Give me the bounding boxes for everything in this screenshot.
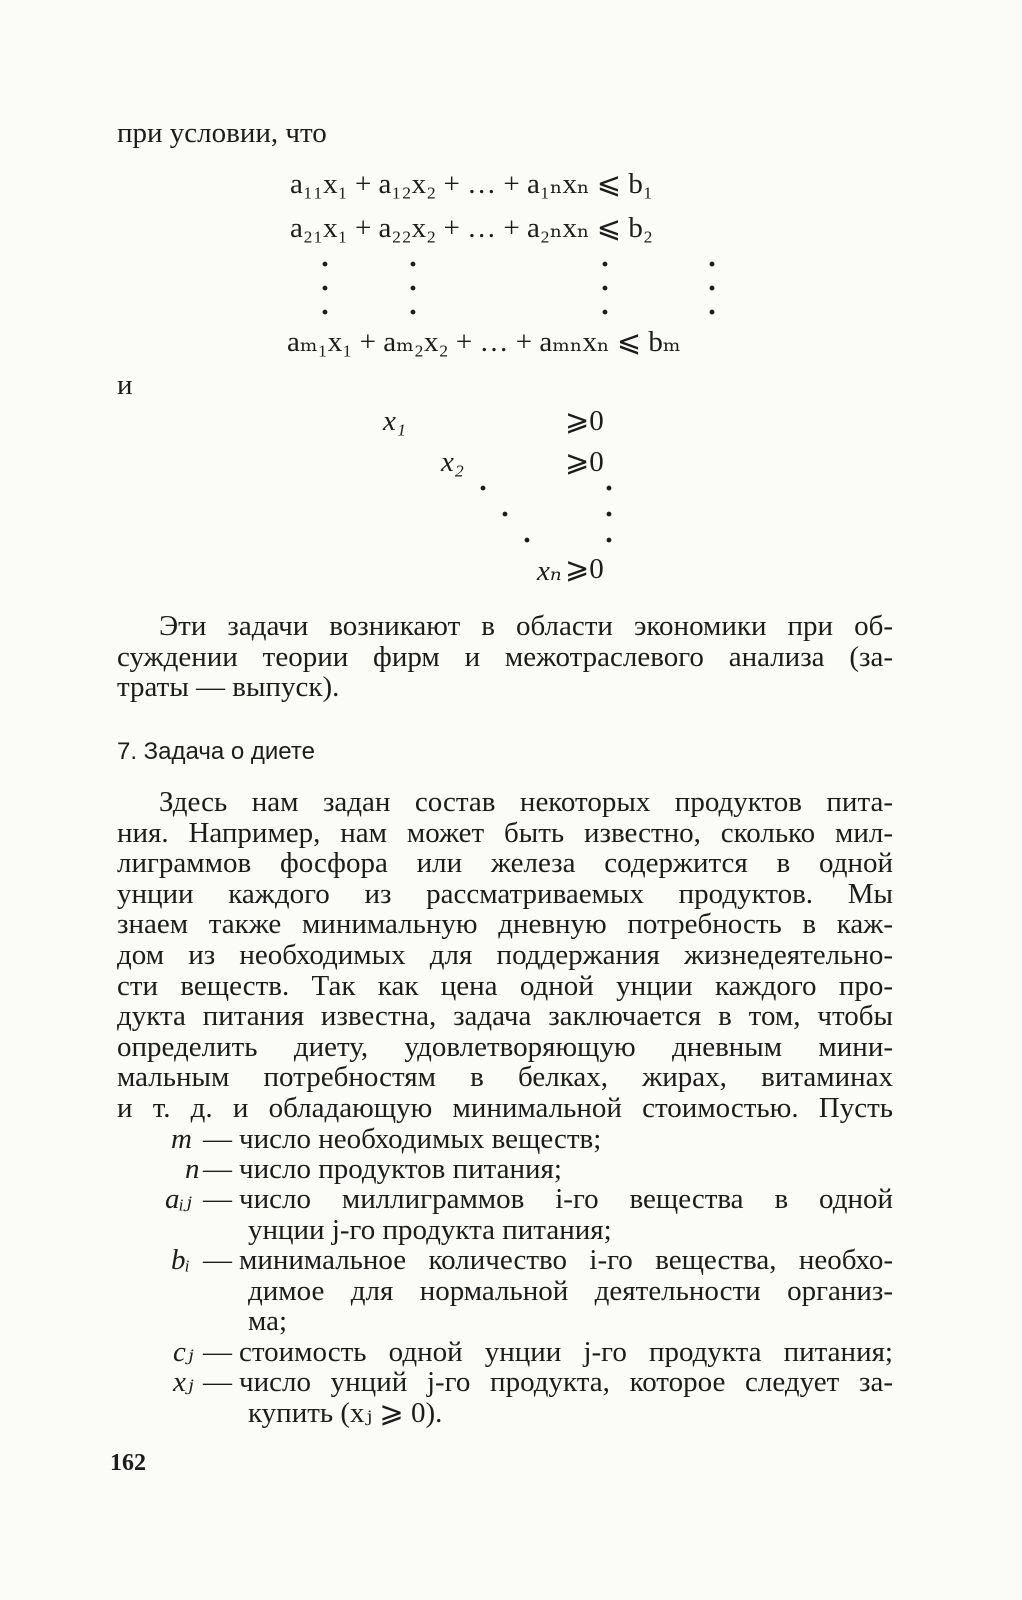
definition-cj xyxy=(117,1337,893,1367)
vertical-dots: · xyxy=(707,296,718,329)
vertical-dots: · xyxy=(408,248,419,281)
definition-text: купить (xⱼ ⩾ 0). xyxy=(248,1396,443,1429)
definition-dash: — xyxy=(203,1244,232,1276)
definition-dash: — xyxy=(203,1336,232,1368)
diagonal-dots: · xyxy=(500,498,511,531)
definition-symbol: bᵢ xyxy=(171,1244,191,1276)
text-line: ния. Например, нам может быть известно, сколько мил- xyxy=(117,816,893,849)
definition-dash: — xyxy=(203,1183,232,1215)
text-line: дом из необходимых для поддержания жизнедеятельно- xyxy=(117,938,893,971)
definition-text: ма; xyxy=(248,1305,288,1337)
constraint-row-1: a₁₁x₁ + a₁₂x₂ + … + a₁ₙxₙ ⩽ b₁ xyxy=(290,168,653,200)
var-x1: x₁ xyxy=(383,405,406,437)
definition-text: число миллиграммов i-го вещества в одной xyxy=(239,1183,893,1215)
text-line: знаем также минимальную дневную потребность в каж- xyxy=(117,908,893,941)
paragraph-diet xyxy=(117,787,893,1124)
text-line: мальным потребностям в белках, жирах, витаминах xyxy=(117,1061,893,1094)
text-line: Здесь нам задан состав некоторых продуктов пита- xyxy=(159,786,893,818)
vertical-dots: · xyxy=(604,498,615,531)
paragraph-economics xyxy=(117,611,893,703)
text-line: траты — выпуск). xyxy=(117,671,340,704)
definition-symbol: n xyxy=(185,1153,200,1185)
definition-text: число унций j-го продукта, которое следует за- xyxy=(239,1366,893,1398)
text-line: Эти задачи возникают в области экономики при об- xyxy=(159,610,893,642)
definition-bi xyxy=(117,1245,893,1337)
vertical-dots: · xyxy=(707,272,718,305)
var-xn: xₙ xyxy=(537,555,562,587)
definition-symbol: m xyxy=(171,1123,192,1155)
constraint-row-2: a₂₁x₁ + a₂₂x₂ + … + a₂ₙxₙ ⩽ b₂ xyxy=(290,212,653,244)
relation-xn: ⩾0 xyxy=(565,553,604,585)
vertical-dots: · xyxy=(707,248,718,281)
vertical-dots: · xyxy=(600,272,611,305)
definition-dash: — xyxy=(203,1366,232,1398)
vertical-dots: · xyxy=(320,248,331,281)
text-line: лиграммов фосфора или железа содержится в одной xyxy=(117,847,893,880)
text-line: унции каждого из рассматриваемых продуктов. Мы xyxy=(117,877,893,910)
diagonal-dots: · xyxy=(522,524,533,557)
definition-aij xyxy=(117,1184,893,1245)
definition-dash: — xyxy=(203,1123,232,1155)
definition-dash: — xyxy=(203,1153,232,1185)
definition-xj xyxy=(117,1367,893,1428)
vertical-dots: · xyxy=(600,248,611,281)
vertical-dots: · xyxy=(408,296,419,329)
vertical-dots: · xyxy=(600,296,611,329)
vertical-dots: · xyxy=(320,296,331,329)
text-line: суждении теории фирм и межотраслевого анализа (за- xyxy=(117,640,893,673)
definition-text: димое для нормальной деятельности организ- xyxy=(248,1274,893,1307)
definition-text: число продуктов питания; xyxy=(239,1153,562,1185)
intro-text: при условии, что xyxy=(117,117,327,149)
definition-symbol: aᵢⱼ xyxy=(165,1183,192,1215)
definition-n xyxy=(117,1154,893,1184)
definition-text: число необходимых веществ; xyxy=(239,1123,602,1155)
vertical-dots: · xyxy=(604,472,615,505)
var-x2: x₂ xyxy=(441,446,464,478)
constraint-row-m: aₘ₁x₁ + aₘ₂x₂ + … + aₘₙxₙ ⩽ bₘ xyxy=(287,326,681,358)
vertical-dots: · xyxy=(604,524,615,557)
vertical-dots: · xyxy=(320,272,331,305)
definition-m xyxy=(117,1124,893,1154)
text-line: и т. д. и обладающую минимальной стоимостью. Пусть xyxy=(117,1091,893,1124)
definition-symbol: cⱼ xyxy=(173,1336,194,1368)
definition-text: унции j-го продукта питания; xyxy=(248,1213,612,1246)
relation-x2: ⩾0 xyxy=(565,446,604,478)
section-heading: 7. Задача о диете xyxy=(117,738,315,765)
text-line: дукта питания известна, задача заключается в том, чтобы xyxy=(117,1000,893,1033)
vertical-dots: · xyxy=(408,272,419,305)
and-word: и xyxy=(117,369,133,401)
text-line: сти веществ. Так как цена одной унции каждого про- xyxy=(117,969,893,1002)
page-number: 162 xyxy=(110,1450,146,1476)
text-line: определить диету, удовлетворяющую дневным мини- xyxy=(117,1030,893,1063)
definition-text: минимальное количество i-го вещества, необхо- xyxy=(239,1244,893,1276)
relation-x1: ⩾0 xyxy=(565,405,604,437)
definition-text: стоимость одной унции j-го продукта питания; xyxy=(239,1336,893,1368)
definition-symbol: xⱼ xyxy=(173,1366,194,1398)
diagonal-dots: · xyxy=(478,472,489,505)
